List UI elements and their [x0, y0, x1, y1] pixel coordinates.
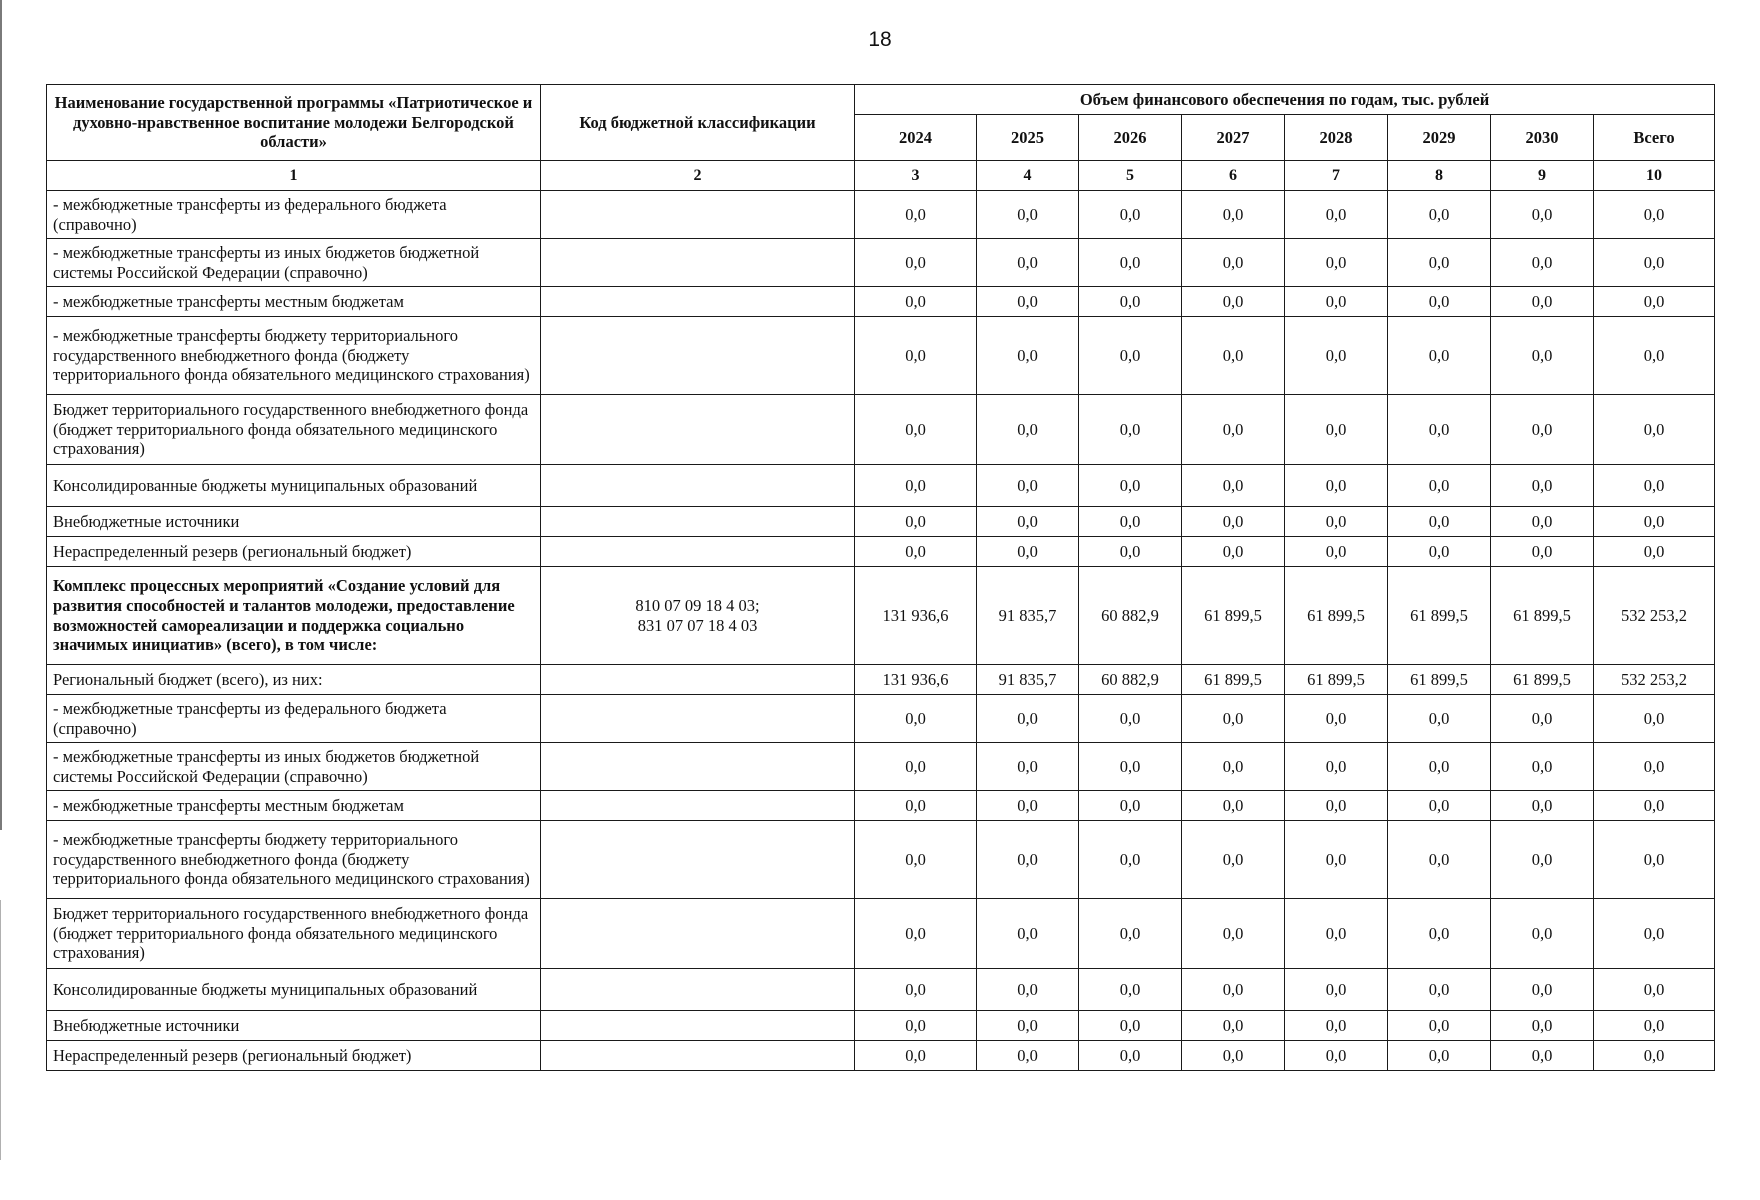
row-value-cell: 61 899,5 [1285, 567, 1388, 665]
row-value-cell: 0,0 [1491, 465, 1594, 507]
row-value-cell: 0,0 [1079, 969, 1182, 1011]
row-code-cell [541, 1041, 855, 1071]
row-value-cell: 0,0 [1079, 317, 1182, 395]
table-row [47, 1011, 1715, 1041]
header-total: Всего [1594, 115, 1715, 161]
row-value-cell: 0,0 [1388, 239, 1491, 287]
row-code-cell [541, 899, 855, 969]
row-value-cell: 131 936,6 [855, 567, 977, 665]
row-value-cell: 0,0 [977, 969, 1079, 1011]
table-row [47, 821, 1715, 899]
row-value-cell: 0,0 [855, 1011, 977, 1041]
row-value-cell: 0,0 [1182, 1011, 1285, 1041]
row-value-cell: 0,0 [977, 465, 1079, 507]
row-total-cell: 0,0 [1594, 507, 1715, 537]
row-value-cell: 0,0 [1388, 1041, 1491, 1071]
row-value-cell: 0,0 [1285, 537, 1388, 567]
column-number: 2 [541, 161, 855, 191]
row-value-cell: 0,0 [1388, 743, 1491, 791]
row-value-cell: 131 936,6 [855, 665, 977, 695]
row-value-cell: 0,0 [1491, 317, 1594, 395]
row-name-cell: Внебюджетные источники [47, 1011, 541, 1041]
header-budget-code: Код бюджетной классификации [541, 85, 855, 161]
row-value-cell: 61 899,5 [1491, 665, 1594, 695]
row-value-cell: 0,0 [855, 395, 977, 465]
row-value-cell: 0,0 [855, 899, 977, 969]
row-value-cell: 0,0 [1388, 287, 1491, 317]
row-value-cell: 0,0 [1182, 743, 1285, 791]
row-value-cell: 0,0 [1285, 191, 1388, 239]
table-row [47, 537, 1715, 567]
row-value-cell: 0,0 [855, 465, 977, 507]
row-value-cell: 0,0 [1491, 537, 1594, 567]
header-program-name: Наименование государственной программы «Патриотическое и духовно-нравственное воспитание молодежи Белгородской области» [47, 85, 541, 161]
table-row [47, 395, 1715, 465]
row-value-cell: 0,0 [1079, 1041, 1182, 1071]
row-code-cell [541, 743, 855, 791]
row-value-cell: 0,0 [1285, 969, 1388, 1011]
financing-table [46, 84, 1715, 1071]
header-year: 2029 [1388, 115, 1491, 161]
row-name-cell: Региональный бюджет (всего), из них: [47, 665, 541, 695]
row-value-cell: 0,0 [1182, 317, 1285, 395]
row-value-cell: 0,0 [1079, 791, 1182, 821]
row-value-cell: 61 899,5 [1388, 665, 1491, 695]
table-row [47, 317, 1715, 395]
header-volume-group: Объем финансового обеспечения по годам, тыс. рублей [855, 85, 1715, 115]
row-value-cell: 0,0 [1388, 507, 1491, 537]
table-row [47, 567, 1715, 665]
row-value-cell: 0,0 [1285, 1041, 1388, 1071]
row-name-cell: - межбюджетные трансферты бюджету территориального государственного внебюджетного фонда (бюджету территориального фонда обязательного медицинского страхования) [47, 821, 541, 899]
row-total-cell: 0,0 [1594, 537, 1715, 567]
row-value-cell: 0,0 [1182, 791, 1285, 821]
table-body [47, 191, 1715, 1071]
row-value-cell: 0,0 [1388, 537, 1491, 567]
row-code-cell [541, 465, 855, 507]
row-value-cell: 0,0 [855, 507, 977, 537]
row-value-cell: 0,0 [855, 791, 977, 821]
row-code-cell [541, 821, 855, 899]
row-value-cell: 0,0 [1388, 969, 1491, 1011]
scan-edge-line [0, 0, 2, 830]
table-row [47, 1041, 1715, 1071]
row-value-cell: 0,0 [855, 695, 977, 743]
row-name-cell: - межбюджетные трансферты из федерального бюджета (справочно) [47, 191, 541, 239]
scan-edge-line-lower [0, 900, 1, 1160]
row-value-cell: 0,0 [1388, 191, 1491, 239]
row-value-cell: 0,0 [1079, 287, 1182, 317]
row-value-cell: 0,0 [1079, 821, 1182, 899]
row-code-cell [541, 791, 855, 821]
row-value-cell: 0,0 [1491, 1041, 1594, 1071]
row-code-cell [541, 317, 855, 395]
table-row [47, 191, 1715, 239]
row-value-cell: 0,0 [1182, 899, 1285, 969]
row-value-cell: 0,0 [977, 695, 1079, 743]
row-value-cell: 0,0 [977, 537, 1079, 567]
row-value-cell: 0,0 [1182, 1041, 1285, 1071]
row-name-cell: - межбюджетные трансферты местным бюджетам [47, 287, 541, 317]
row-code-cell [541, 1011, 855, 1041]
row-value-cell: 0,0 [1285, 791, 1388, 821]
column-number: 4 [977, 161, 1079, 191]
row-value-cell: 0,0 [1285, 743, 1388, 791]
row-value-cell: 0,0 [1182, 395, 1285, 465]
row-value-cell: 61 899,5 [1491, 567, 1594, 665]
row-value-cell: 0,0 [1182, 969, 1285, 1011]
row-value-cell: 0,0 [977, 743, 1079, 791]
row-value-cell: 0,0 [855, 821, 977, 899]
row-value-cell: 0,0 [1079, 1011, 1182, 1041]
row-total-cell: 0,0 [1594, 191, 1715, 239]
row-name-cell: Нераспределенный резерв (региональный бюджет) [47, 1041, 541, 1071]
row-code-cell [541, 537, 855, 567]
row-value-cell: 0,0 [1491, 743, 1594, 791]
row-value-cell: 0,0 [977, 395, 1079, 465]
row-value-cell: 0,0 [1388, 695, 1491, 743]
row-value-cell: 0,0 [1285, 287, 1388, 317]
row-value-cell: 0,0 [1285, 395, 1388, 465]
row-name-cell: Внебюджетные источники [47, 507, 541, 537]
table-row [47, 743, 1715, 791]
row-total-cell: 0,0 [1594, 821, 1715, 899]
row-value-cell: 0,0 [977, 1011, 1079, 1041]
row-value-cell: 0,0 [1388, 395, 1491, 465]
row-value-cell: 0,0 [1182, 695, 1285, 743]
row-name-cell: Комплекс процессных мероприятий «Создание условий для развития способностей и талантов молодежи, предоставление возможностей самореализации и поддержка социально значимых инициатив» (всего), в том числе: [47, 567, 541, 665]
row-value-cell: 60 882,9 [1079, 665, 1182, 695]
row-value-cell: 91 835,7 [977, 567, 1079, 665]
row-code-cell: 810 07 09 18 4 03; 831 07 07 18 4 03 [541, 567, 855, 665]
row-value-cell: 0,0 [1079, 695, 1182, 743]
row-code-cell [541, 239, 855, 287]
row-value-cell: 0,0 [1491, 899, 1594, 969]
table-row [47, 507, 1715, 537]
page-number: 18 [868, 28, 892, 51]
header-year: 2024 [855, 115, 977, 161]
row-value-cell: 0,0 [1182, 537, 1285, 567]
table-row [47, 465, 1715, 507]
row-value-cell: 0,0 [1285, 695, 1388, 743]
row-total-cell: 0,0 [1594, 743, 1715, 791]
row-code-cell [541, 507, 855, 537]
row-name-cell: Бюджет территориального государственного внебюджетного фонда (бюджет территориального фонда обязательного медицинского страхования) [47, 899, 541, 969]
row-value-cell: 0,0 [1079, 239, 1182, 287]
header-year: 2026 [1079, 115, 1182, 161]
row-value-cell: 0,0 [1079, 537, 1182, 567]
column-number: 7 [1285, 161, 1388, 191]
row-total-cell: 532 253,2 [1594, 665, 1715, 695]
table-row [47, 665, 1715, 695]
row-value-cell: 0,0 [1491, 395, 1594, 465]
row-value-cell: 91 835,7 [977, 665, 1079, 695]
row-value-cell: 0,0 [855, 191, 977, 239]
row-value-cell: 0,0 [977, 821, 1079, 899]
row-code-cell [541, 665, 855, 695]
row-value-cell: 0,0 [1182, 191, 1285, 239]
row-name-cell: Консолидированные бюджеты муниципальных образований [47, 465, 541, 507]
row-name-cell: Консолидированные бюджеты муниципальных образований [47, 969, 541, 1011]
table-row [47, 287, 1715, 317]
row-value-cell: 0,0 [1079, 465, 1182, 507]
row-code-cell [541, 695, 855, 743]
row-value-cell: 0,0 [855, 969, 977, 1011]
row-name-cell: - межбюджетные трансферты бюджету территориального государственного внебюджетного фонда (бюджету территориального фонда обязательного медицинского страхования) [47, 317, 541, 395]
row-name-cell: - межбюджетные трансферты из иных бюджетов бюджетной системы Российской Федерации (справочно) [47, 239, 541, 287]
row-code-cell [541, 191, 855, 239]
row-value-cell: 61 899,5 [1182, 665, 1285, 695]
row-total-cell: 0,0 [1594, 969, 1715, 1011]
row-value-cell: 0,0 [1491, 969, 1594, 1011]
column-number: 5 [1079, 161, 1182, 191]
row-value-cell: 0,0 [1491, 1011, 1594, 1041]
row-total-cell: 0,0 [1594, 395, 1715, 465]
row-value-cell: 0,0 [977, 287, 1079, 317]
row-value-cell: 0,0 [1388, 821, 1491, 899]
row-total-cell: 0,0 [1594, 465, 1715, 507]
row-name-cell: - межбюджетные трансферты из иных бюджетов бюджетной системы Российской Федерации (справочно) [47, 743, 541, 791]
table-row [47, 969, 1715, 1011]
row-value-cell: 60 882,9 [1079, 567, 1182, 665]
row-value-cell: 0,0 [1285, 465, 1388, 507]
row-value-cell: 0,0 [1079, 507, 1182, 537]
row-value-cell: 61 899,5 [1182, 567, 1285, 665]
row-value-cell: 0,0 [1182, 507, 1285, 537]
column-number: 6 [1182, 161, 1285, 191]
row-value-cell: 0,0 [855, 239, 977, 287]
row-value-cell: 0,0 [855, 287, 977, 317]
table-row [47, 239, 1715, 287]
row-value-cell: 0,0 [1388, 791, 1491, 821]
row-value-cell: 0,0 [1491, 507, 1594, 537]
row-value-cell: 0,0 [1491, 239, 1594, 287]
row-name-cell: - межбюджетные трансферты из федерального бюджета (справочно) [47, 695, 541, 743]
row-value-cell: 0,0 [1182, 287, 1285, 317]
row-value-cell: 0,0 [1388, 465, 1491, 507]
row-value-cell: 0,0 [855, 743, 977, 791]
column-number: 1 [47, 161, 541, 191]
row-value-cell: 0,0 [1182, 465, 1285, 507]
row-total-cell: 0,0 [1594, 1041, 1715, 1071]
header-year: 2030 [1491, 115, 1594, 161]
row-value-cell: 0,0 [1285, 239, 1388, 287]
row-value-cell: 0,0 [1388, 899, 1491, 969]
row-value-cell: 0,0 [1182, 821, 1285, 899]
row-value-cell: 0,0 [977, 507, 1079, 537]
row-value-cell: 0,0 [977, 317, 1079, 395]
row-value-cell: 0,0 [1285, 821, 1388, 899]
row-value-cell: 0,0 [1491, 695, 1594, 743]
row-value-cell: 0,0 [1079, 395, 1182, 465]
row-total-cell: 532 253,2 [1594, 567, 1715, 665]
row-value-cell: 0,0 [1491, 191, 1594, 239]
row-value-cell: 0,0 [1491, 791, 1594, 821]
row-value-cell: 0,0 [977, 1041, 1079, 1071]
row-value-cell: 0,0 [1182, 239, 1285, 287]
row-value-cell: 0,0 [1491, 287, 1594, 317]
row-total-cell: 0,0 [1594, 695, 1715, 743]
row-value-cell: 0,0 [855, 1041, 977, 1071]
row-value-cell: 0,0 [1079, 191, 1182, 239]
header-year: 2025 [977, 115, 1079, 161]
row-value-cell: 0,0 [977, 791, 1079, 821]
row-value-cell: 0,0 [1388, 1011, 1491, 1041]
table-header [47, 85, 1715, 191]
row-value-cell: 0,0 [1285, 899, 1388, 969]
row-total-cell: 0,0 [1594, 317, 1715, 395]
row-code-cell [541, 969, 855, 1011]
row-value-cell: 0,0 [1079, 899, 1182, 969]
row-total-cell: 0,0 [1594, 899, 1715, 969]
header-year: 2028 [1285, 115, 1388, 161]
column-number: 9 [1491, 161, 1594, 191]
row-code-cell [541, 395, 855, 465]
row-total-cell: 0,0 [1594, 239, 1715, 287]
row-value-cell: 0,0 [977, 239, 1079, 287]
row-name-cell: Нераспределенный резерв (региональный бюджет) [47, 537, 541, 567]
row-total-cell: 0,0 [1594, 1011, 1715, 1041]
row-value-cell: 61 899,5 [1285, 665, 1388, 695]
row-value-cell: 61 899,5 [1388, 567, 1491, 665]
row-value-cell: 0,0 [1285, 1011, 1388, 1041]
table-row [47, 791, 1715, 821]
row-value-cell: 0,0 [1079, 743, 1182, 791]
row-code-cell [541, 287, 855, 317]
row-total-cell: 0,0 [1594, 791, 1715, 821]
row-value-cell: 0,0 [1285, 317, 1388, 395]
row-value-cell: 0,0 [977, 899, 1079, 969]
table-row [47, 695, 1715, 743]
column-number: 3 [855, 161, 977, 191]
row-value-cell: 0,0 [855, 537, 977, 567]
column-number: 10 [1594, 161, 1715, 191]
header-year: 2027 [1182, 115, 1285, 161]
row-value-cell: 0,0 [1388, 317, 1491, 395]
row-value-cell: 0,0 [855, 317, 977, 395]
row-value-cell: 0,0 [977, 191, 1079, 239]
row-name-cell: - межбюджетные трансферты местным бюджетам [47, 791, 541, 821]
row-value-cell: 0,0 [1491, 821, 1594, 899]
row-total-cell: 0,0 [1594, 287, 1715, 317]
column-number: 8 [1388, 161, 1491, 191]
row-value-cell: 0,0 [1285, 507, 1388, 537]
table-row [47, 899, 1715, 969]
row-name-cell: Бюджет территориального государственного внебюджетного фонда (бюджет территориального фонда обязательного медицинского страхования) [47, 395, 541, 465]
